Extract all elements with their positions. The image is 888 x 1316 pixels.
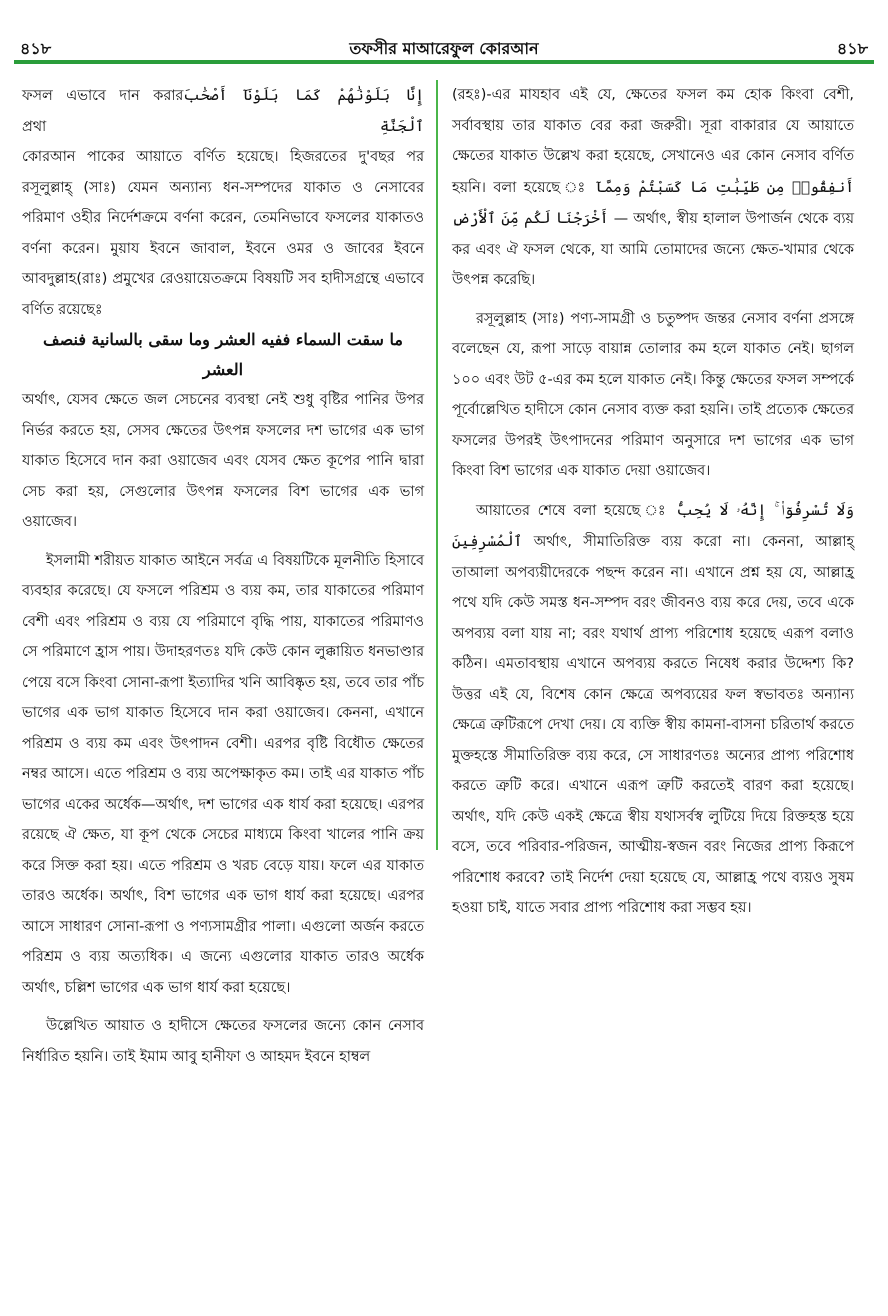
right-text-3a: আয়াতের শেষে বলা হয়েছে ঃ (476, 502, 669, 519)
left-column (22, 80, 424, 1080)
right-paragraph-3 (452, 495, 854, 924)
right-text-1a: (রহঃ)-এর মাযহাব এই যে, ক্ষেতের ফসল কম হোক কিংবা বেশী, সর্বাবস্থায় তার যাকাত বের করা জরুরী। সূরা বাকারার যে আয়াতে ক্ষেতের যাকাত উল্লেখ করা হয়েছে, সেখানেও এর কোন নেসাব বর্ণিত হয়নি। বলা হয়েছে ঃ (452, 87, 854, 196)
page-number-left: ৪১৮ (20, 39, 52, 58)
left-heading-row (22, 80, 424, 142)
right-column (452, 80, 854, 932)
page-header (14, 32, 874, 62)
header-rule (14, 60, 874, 64)
right-paragraph-1 (452, 80, 854, 296)
right-text-1b: — অর্থাৎ, স্বীয় হালাল উপার্জন থেকে ব্যয় কর এবং ঐ ফসল থেকে, যা আমি তোমাদের জন্যে ক্ষেত-খামার থেকে উৎপন্ন করেছি। (452, 211, 854, 288)
right-text-3b: অর্থাৎ, সীমাতিরিক্ত ব্যয় করো না। কেননা, আল্লাহ্ তাআলা অপব্যয়ীদেরকে পছন্দ করেন না। এখানে প্রশ্ন হয় যে, আল্লাহ্র পথে যদি কেউ সমস্ত ধন-সম্পদ বরং জীবনও ব্যয় করে দেয়, তবে একে অপব্যয় বলা যায় না; বরং যথার্থ প্রাপ্য পরিশোধ হয়েছে এরূপ বলাও কঠিন। এমতাবস্থায় এখানে অপব্যয় করতে নিষেধ করার উদ্দেশ্য কি? উত্তর এই যে, বিশেষ কোন ক্ষেত্রে অপব্যয়ের ফল স্বভাবতঃ অন্যান্য ক্ষেত্রে ত্রুটিরূপে দেখা দেয়। যে ব্যক্তি স্বীয় কামনা-বাসনা চরিতার্থ করতে মুক্তহস্তে সীমাতিরিক্ত ব্যয় করে, সে সাধারণতঃ অন্যের প্রাপ্য পরিশোধ করতে ত্রুটি করে। এখানে এরূপ ত্রুটি করতেই বারণ করা হয়েছে। অর্থাৎ, যদি কেউ একই ক্ষেত্রে স্বীয় যথাসর্বস্ব লুটিয়ে দিয়ে রিক্তহস্ত হয়ে বসে, তবে পরিবার-পরিজন, আত্মীয়-স্বজন বরং নিজের প্রাপ্য কিরূপে পরিশোধ করবে? তাই নির্দেশ দেয়া হয়েছে যে, আল্লাহ্র পথে ব্যয়ও সুষম হওয়া চাই, যাতে সবার প্রাপ্য পরিশোধ করা সম্ভব হয়। (452, 534, 855, 916)
left-paragraph-3: উল্লেখিত আয়াত ও হাদীসে ক্ষেতের ফসলের জন্যে কোন নেসাব নির্ধারিত হয়নি। তাই ইমাম আবু হানীফা ও আহমদ ইবনে হাম্বল (22, 1018, 424, 1065)
left-text-1a: ফসল এভাবে দান করার প্রথা (22, 88, 184, 135)
left-arabic-verse: إِنَّا بَلَوْنَٰهُمْ كَمَا بَلَوْنَآ أَصْحَٰبَ ٱلْجَنَّةِ (183, 86, 424, 135)
right-arabic-verse-2: وَلَا تُسْرِفُوٓا۟ ۚ إِنَّهُۥ لَا يُحِبُّ ٱلْمُسْرِفِينَ (452, 500, 855, 550)
running-title: তফসীর মাআরেফুল কোরআন (349, 39, 539, 58)
column-divider (436, 80, 438, 850)
right-paragraph-2: রসূলুল্লাহ (সাঃ) পণ্য-সামগ্রী ও চতুষ্পদ জন্তর নেসাব বর্ণনা প্রসঙ্গে বলেছেন যে, রূপা সাড়ে বায়ান্ন তোলার কম হলে যাকাত নেই। ছাগল ১০০ এবং উট ৫-এর কম হলে যাকাত নেই। কিন্তু ক্ষেতের ফসল সম্পর্কে পূর্বোল্লেখিত হাদীসে কোন নেসাব ব্যক্ত করা হয়নি। তাই প্রত্যেক ক্ষেতের ফসলের উপরই উৎপাদনের পরিমাণ অনুসারে দশ ভাগের এক ভাগ কিংবা বিশ ভাগের এক যাকাত দেয়া ওয়াজেব। (452, 310, 854, 479)
left-text-1b: কোরআন পাকের আয়াতে বর্ণিত হয়েছে। হিজরতের দু'বছর পর রসূলুল্লাহ্ (সাঃ) যেমন অন্যান্য ধন-সম্পদের যাকাত ও নেসাবের পরিমাণ ওহীর নির্দেশক্রমে বর্ণনা করেন, তেমনিভাবে ফসলের যাকাতও বর্ণনা করেন। মুয়ায ইবনে জাবাল, ইবনে ওমর ও জাবের ইবনে আবদুল্লাহ(রাঃ) প্রমুখের রেওয়ায়েতক্রমে বিষয়টি সব হাদীসগ্রন্থে এভাবে বর্ণিত রয়েছেঃ (22, 149, 424, 318)
left-text-1c: অর্থাৎ, যেসব ক্ষেতে জল সেচনের ব্যবস্থা নেই শুধু বৃষ্টির পানির উপর নির্ভর করতে হয়, সেসব ক্ষেতের উৎপন্ন ফসলের দশ ভাগের এক ভাগ যাকাত হিসেবে দান করা ওয়াজেব এবং যেসব ক্ষেত কূপের পানি দ্বারা সেচ করা হয়, সেগুলোর উৎপন্ন ফসলের বিশ ভাগের এক ভাগ ওয়াজেব। (22, 392, 424, 530)
page-number-right: ৪১৮ (836, 39, 868, 58)
right-arabic-verse-1: أَنفِقُوا۟ مِن طَيِّبَٰتِ مَا كَسَبْتُمْ وَمِمَّآ أَخْرَجْنَا لَكُم مِّنَ ٱلْأَرْضِ (452, 177, 854, 227)
left-paragraph-1 (22, 80, 424, 538)
left-paragraph-2: ইসলামী শরীয়ত যাকাত আইনে সর্বত্র এ বিষয়টিকে মূলনীতি হিসাবে ব্যবহার করেছে। যে ফসলে পরিশ্রম ও ব্যয় কম, তার যাকাতের পরিমাণ বেশী এবং পরিশ্রম ও ব্যয় যে পরিমাণে বৃদ্ধি পায়, যাকাতের পরিমাণও সে পরিমাণে হ্রাস পায়। উদাহরণতঃ যদি কেউ কোন লুক্কায়িত ধনভাণ্ডার পেয়ে বসে কিংবা সোনা-রূপা ইত্যাদির খনি আবিষ্কৃত হয়, তবে তার পাঁচ ভাগের এক ভাগ যাকাত হিসেবে দান করা ওয়াজেব। কেননা, এখানে পরিশ্রম ও ব্যয় কম এবং উৎপাদন বেশী। এরপর বৃষ্টি বিধৌত ক্ষেতের নম্বর আসে। এতে পরিশ্রম ও ব্যয় অপেক্ষাকৃত কম। তাই এর যাকাত পাঁচ ভাগের একের অর্ধেক—অর্থাৎ, দশ ভাগের এক ধার্য করা হয়েছে। এরপর রয়েছে ঐ ক্ষেত, যা কূপ থেকে সেচের মাধ্যমে কিংবা খালের পানি ক্রয় করে সিক্ত করা হয়। এতে পরিশ্রম ও খরচ বেড়ে যায়। ফলে এর যাকাত তারও অর্ধেক। অর্থাৎ, বিশ ভাগের এক ভাগ ধার্য করা হয়েছে। এরপর আসে সাধারণ সোনা-রূপা ও পণ্যসামগ্রীর পালা। এগুলো অর্জন করতে পরিশ্রম ও ব্যয় অত্যধিক। এ জন্যে এগুলোর যাকাত তারও অর্ধেক অর্থাৎ, চল্লিশ ভাগের এক ভাগ ধার্য করা হয়েছে। (22, 552, 424, 996)
left-arabic-hadith: ما سقت السماء ففيه العشر وما سقى بالسانية فنصف العشر (43, 330, 403, 379)
